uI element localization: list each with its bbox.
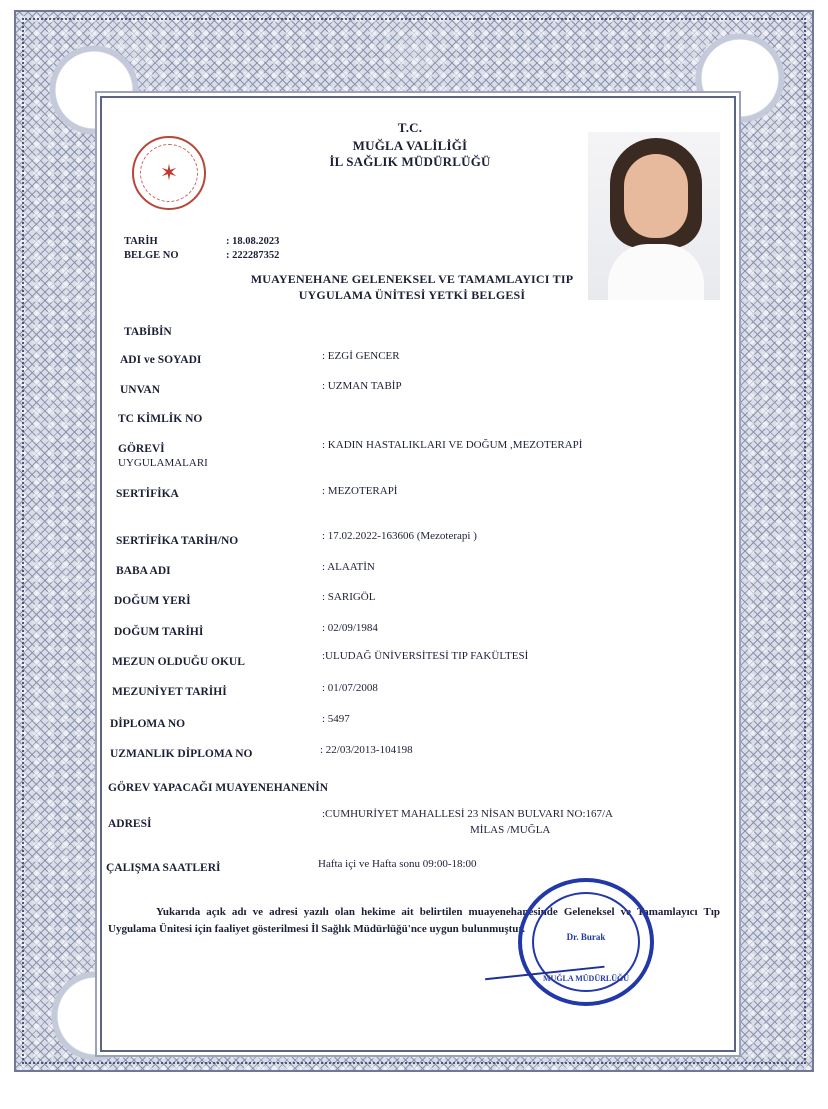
dogum-yeri-label: DOĞUM YERİ [114,595,191,607]
tarih-label: TARİH [124,236,158,247]
unvan-label: UNVAN [120,384,161,396]
tarih-value: : 18.08.2023 [226,236,280,247]
mezun-okul-value: :ULUDAĞ ÜNİVERSİTESİ TIP FAKÜLTESİ [322,650,529,662]
title-line1: MUAYENEHANE GELENEKSEL VE TAMAMLAYICI TIP [250,272,574,286]
sertifika-value: : MEZOTERAPİ [322,485,398,497]
sertifika-tarih-label: SERTİFİKA TARİH/NO [116,535,239,547]
diploma-no-value: : 5497 [322,713,350,725]
section-tabibin: TABİBİN [124,326,172,338]
header-mudurluk: İL SAĞLIK MÜDÜRLÜĞÜ [329,154,491,169]
dogum-yeri-value: : SARIGÖL [322,591,376,603]
ad-soyad-label: ADI ve SOYADI [120,354,202,366]
gorevi-label2: UYGULAMALARI [118,457,208,469]
title-line2: UYGULAMA ÜNİTESİ YETKİ BELGESİ [298,288,526,302]
mezun-okul-label: MEZUN OLDUĞU OKUL [112,656,245,668]
calisma-value: Hafta içi ve Hafta sonu 09:00-18:00 [318,858,477,870]
mezuniyet-tarihi-value: : 01/07/2008 [322,682,378,694]
adres-line2: MİLAS /MUĞLA [470,824,551,836]
stamp-name: Dr. Burak [566,932,606,942]
belge-label: BELGE NO [124,250,179,261]
header-valilik: MUĞLA VALİLİĞİ [352,138,468,153]
sertifika-tarih-value: : 17.02.2022-163606 (Mezoterapi ) [322,530,477,542]
tc-kimlik-label: TC KİMLİK NO [118,413,203,425]
uzmanlik-diploma-value: : 22/03/2013-104198 [320,744,413,756]
gorevi-value: : KADIN HASTALIKLARI VE DOĞUM ,MEZOTERAPİ [322,439,583,451]
belge-value: : 222287352 [226,250,280,261]
official-stamp [518,878,654,1006]
uzmanlik-diploma-label: UZMANLIK DİPLOMA NO [110,748,253,760]
adres-label: ADRESİ [108,818,152,830]
header-tc: T.C. [397,120,423,135]
sertifika-label: SERTİFİKA [116,488,179,500]
diploma-no-label: DİPLOMA NO [110,718,186,730]
dogum-tarihi-value: : 02/09/1984 [322,622,378,634]
photo-shoulders [608,244,704,300]
mezuniyet-tarihi-label: MEZUNİYET TARİHİ [112,686,227,698]
adres-line1: :CUMHURİYET MAHALLESİ 23 NİSAN BULVARI NO:167/A [322,808,614,820]
baba-adi-value: : ALAATİN [322,561,375,573]
unvan-value: : UZMAN TABİP [322,380,402,392]
ministry-logo [132,136,206,210]
dogum-tarihi-label: DOĞUM TARİHİ [114,626,204,638]
logo-emblem-icon: ✶ [159,160,179,185]
photo-face [624,154,688,238]
calisma-label: ÇALIŞMA SAATLERİ [106,862,221,874]
section-muayenehane: GÖREV YAPACAĞI MUAYENEHANENİN [108,782,329,794]
stamp-sub: MUĞLA MÜDÜRLÜĞÜ [543,974,629,983]
approval-paragraph: Yukarıda açık adı ve adresi yazılı olan hekime ait belirtilen muayenehanesinde Geleneksel ve Tamamlayıcı Tıp Uygulama Ünitesi için faaliyet gösterilmesi İl Sağlık Müdürlüğü'nce uygun bulunmuştur. [108,906,720,935]
gorevi-label: GÖREVİ [118,443,165,455]
ad-soyad-value: : EZGİ GENCER [322,350,400,362]
baba-adi-label: BABA ADI [116,565,171,577]
